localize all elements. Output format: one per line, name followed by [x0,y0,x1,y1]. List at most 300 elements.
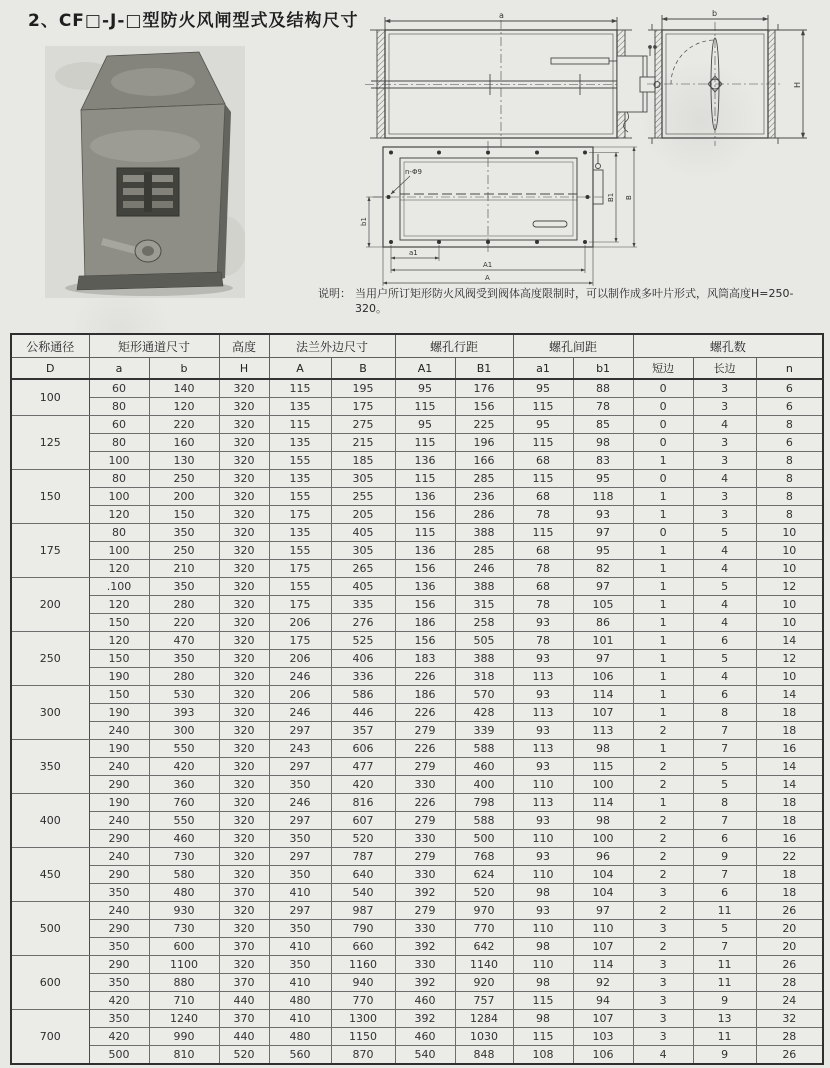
dimension-cell: 115 [573,758,633,776]
dimension-cell: 370 [219,884,269,902]
dimension-cell: 606 [331,740,395,758]
dimension-cell: 0 [633,416,693,434]
dimension-cell: 6 [756,379,823,398]
note [318,286,824,316]
dimension-cell: 660 [331,938,395,956]
dimension-cell: 98 [573,740,633,758]
dimension-cell: 246 [455,560,513,578]
dimension-cell: 350 [149,524,219,542]
dimension-cell: 98 [513,884,573,902]
dimension-cell: 1240 [149,1010,219,1028]
table-row [11,758,823,776]
dimension-cell: 103 [573,1028,633,1046]
dimension-cell: 930 [149,902,219,920]
table-row [11,722,823,740]
dimension-cell: 920 [455,974,513,992]
dimension-cell: 320 [219,794,269,812]
note-label: 说明： [318,287,351,300]
subheader-short-side: 短边 [633,358,693,380]
dimension-cell: 350 [269,956,331,974]
dimension-cell: 120 [89,596,149,614]
dimension-cell: 2 [633,722,693,740]
dimension-cell: 320 [219,488,269,506]
dimension-cell: 14 [756,776,823,794]
dimension-cell: 290 [89,830,149,848]
dimension-cell: 20 [756,938,823,956]
dimension-cell: 93 [513,758,573,776]
dimension-cell: 460 [395,1028,455,1046]
dimension-cell: 297 [269,758,331,776]
dimension-cell: 240 [89,848,149,866]
dimension-cell: 16 [756,740,823,758]
dimension-cell: 477 [331,758,395,776]
header-group-row [11,334,823,358]
dimension-cell: 392 [395,1010,455,1028]
table-row [11,1046,823,1065]
dimension-cell: 768 [455,848,513,866]
dimension-cell: 250 [149,470,219,488]
dimension-cell: 190 [89,740,149,758]
dimension-cell: 388 [455,578,513,596]
dimension-cell: 2 [633,902,693,920]
dimension-cell: 420 [331,776,395,794]
dimension-cell: 405 [331,524,395,542]
table-row [11,632,823,650]
table-row [11,560,823,578]
dimension-cell: 5 [693,776,756,794]
dimension-cell: 8 [693,794,756,812]
dimension-cell: 392 [395,884,455,902]
dimension-cell: 93 [513,848,573,866]
dimension-cell: 816 [331,794,395,812]
header-height: 高度 [219,334,269,358]
dimension-cell: 97 [573,524,633,542]
table-row [11,956,823,974]
nominal-diameter-cell: 500 [11,902,89,956]
table-row [11,776,823,794]
dimension-cell: 135 [269,434,331,452]
dimension-cell: 150 [149,506,219,524]
dimension-cell: 10 [756,596,823,614]
dimension-cell: 80 [89,398,149,416]
dimension-cell: 1300 [331,1010,395,1028]
dimension-cell: 115 [395,470,455,488]
dimension-cell: 185 [331,452,395,470]
dimension-cell: 210 [149,560,219,578]
dimension-cell: 98 [513,974,573,992]
dimension-cell: 18 [756,812,823,830]
dimension-cell: 339 [455,722,513,740]
dimension-cell: 460 [149,830,219,848]
dimension-cell: 1100 [149,956,219,974]
dimension-cell: 320 [219,596,269,614]
table-body [11,379,823,1064]
table-row [11,398,823,416]
dimension-cell: 246 [269,794,331,812]
dimension-cell: 6 [693,686,756,704]
dimension-cell: 6 [693,830,756,848]
dimension-cell: 115 [513,398,573,416]
dimension-cell: 150 [89,614,149,632]
dimension-cell: 195 [331,379,395,398]
table-row [11,614,823,632]
subheader-D: D [11,358,89,380]
dimension-cell: 586 [331,686,395,704]
dimension-cell: 8 [756,470,823,488]
table-row [11,902,823,920]
dimension-cell: 186 [395,614,455,632]
dimension-cell: 113 [513,794,573,812]
dimension-cell: 108 [513,1046,573,1065]
dimension-cell: 215 [331,434,395,452]
dimension-cell: 290 [89,920,149,938]
dimension-cell: 10 [756,668,823,686]
dimension-cell: 370 [219,938,269,956]
dimension-cell: 320 [219,379,269,398]
dimension-cell: 96 [573,848,633,866]
dimension-cell: 175 [331,398,395,416]
dimension-cell: 3 [693,488,756,506]
dimension-cell: 798 [455,794,513,812]
table-row [11,1028,823,1046]
dimension-cell: 206 [269,614,331,632]
dimension-cell: 175 [269,632,331,650]
dimension-cell: 320 [219,920,269,938]
dimension-cell: 60 [89,379,149,398]
dimension-cell: 880 [149,974,219,992]
dimension-cell: 140 [149,379,219,398]
dimension-cell: 410 [269,974,331,992]
header-bolt-hole-spacing: 螺孔间距 [513,334,633,358]
dimension-cell: 350 [89,974,149,992]
dimension-cell: 68 [513,488,573,506]
subheader-n: n [756,358,823,380]
subheader-A: A [269,358,331,380]
dimension-cell: 350 [89,884,149,902]
dimension-cell: 12 [756,650,823,668]
dimension-cell: 770 [331,992,395,1010]
dimension-cell: 5 [693,758,756,776]
dimension-cell: 100 [89,488,149,506]
dimension-cell: 100 [573,830,633,848]
dimension-cell: 520 [455,884,513,902]
dimension-cell: 104 [573,866,633,884]
dimension-cell: 136 [395,488,455,506]
dimension-cell: 115 [269,379,331,398]
dimension-cell: 92 [573,974,633,992]
dimension-cell: 406 [331,650,395,668]
dimension-cell: 607 [331,812,395,830]
dimension-cell: 330 [395,920,455,938]
dimension-cell: 2 [633,830,693,848]
dimension-cell: 420 [89,1028,149,1046]
dimension-cell: 240 [89,722,149,740]
dimension-cell: 114 [573,686,633,704]
dimension-cell: 3 [693,379,756,398]
dimension-cell: 95 [513,416,573,434]
dimension-cell: 1160 [331,956,395,974]
table-row [11,992,823,1010]
nominal-diameter-cell: 600 [11,956,89,1010]
dimension-cell: 370 [219,1010,269,1028]
dimension-cell: 32 [756,1010,823,1028]
dimension-cell: 320 [219,866,269,884]
dimension-cell: 110 [513,956,573,974]
dimension-cell: 186 [395,686,455,704]
B-dim-label: B [625,195,633,200]
dimension-cell: .100 [89,578,149,596]
dimension-cell: 320 [219,776,269,794]
b1-dim-label: b1 [360,217,368,226]
dimension-cell: 393 [149,704,219,722]
table-row [11,812,823,830]
dimension-cell: 115 [395,398,455,416]
dimension-cell: 156 [395,596,455,614]
dimension-cell: 480 [269,1028,331,1046]
dimension-cell: 107 [573,1010,633,1028]
dimension-cell: 155 [269,488,331,506]
dimension-cell: 320 [219,524,269,542]
dimension-cell: 3 [633,884,693,902]
nominal-diameter-cell: 700 [11,1010,89,1065]
dimension-cell: 3 [693,452,756,470]
nominal-diameter-cell: 350 [11,740,89,794]
dimension-cell: 290 [89,776,149,794]
dimension-cell: 1 [633,614,693,632]
dimension-cell: 118 [573,488,633,506]
dimension-cell: 6 [693,884,756,902]
dimension-cell: 2 [633,776,693,794]
dimension-cell: 155 [269,542,331,560]
dimension-cell: 285 [455,542,513,560]
dimension-cell: 1 [633,560,693,578]
dimension-cell: 279 [395,722,455,740]
dimension-cell: 101 [573,632,633,650]
dimension-cell: 225 [455,416,513,434]
dimension-cell: 9 [693,848,756,866]
dimension-cell: 78 [513,560,573,578]
dimension-cell: 357 [331,722,395,740]
damper-photo-illustration [45,46,245,298]
dimension-cell: 156 [455,398,513,416]
table-row [11,884,823,902]
dimension-cell: 420 [89,992,149,1010]
table-row [11,920,823,938]
dimension-cell: 16 [756,830,823,848]
dimension-cell: 550 [149,740,219,758]
dimension-cell: 246 [269,668,331,686]
side-view-drawing [647,9,807,146]
dimension-cell: 2 [633,758,693,776]
table-row [11,704,823,722]
dimension-cell: 8 [693,704,756,722]
dimension-cell: 240 [89,758,149,776]
dimension-cell: 190 [89,794,149,812]
dimension-cell: 78 [513,506,573,524]
dimension-cell: 3 [633,992,693,1010]
dimension-cell: 97 [573,578,633,596]
dimension-cell: 258 [455,614,513,632]
side-right-dim-label: H [793,81,802,88]
dimension-cell: 106 [573,1046,633,1065]
dimension-cell: 68 [513,542,573,560]
B1-dim-label: B1 [607,192,615,202]
dimension-cell: 392 [395,974,455,992]
dimension-cell: 110 [573,920,633,938]
dimension-cell: 300 [149,722,219,740]
dimension-cell: 255 [331,488,395,506]
dimension-cell: 110 [513,920,573,938]
dimension-cell: 757 [455,992,513,1010]
dimension-cell: 80 [89,524,149,542]
dimension-cell: 10 [756,542,823,560]
dimension-cell: 297 [269,722,331,740]
dimension-cell: 135 [269,524,331,542]
dimension-cell: 330 [395,830,455,848]
dimension-cell: 150 [89,686,149,704]
dimension-cell: 4 [693,416,756,434]
table-row [11,488,823,506]
table-row [11,596,823,614]
dimension-cell: 350 [269,830,331,848]
dimension-cell: 3 [693,434,756,452]
dimension-cell: 80 [89,470,149,488]
subheader-A1: A1 [395,358,455,380]
dimension-cell: 220 [149,614,219,632]
table-row [11,740,823,758]
dimension-cell: 730 [149,848,219,866]
dimension-cell: 330 [395,776,455,794]
subheader-a1: a1 [513,358,573,380]
dimension-cell: 60 [89,416,149,434]
dimension-cell: 520 [219,1046,269,1065]
dimension-cell: 624 [455,866,513,884]
dimension-cell: 320 [219,452,269,470]
dimension-cell: 505 [455,632,513,650]
dimension-cell: 156 [395,506,455,524]
dimension-cell: 297 [269,848,331,866]
dimension-cell: 78 [513,596,573,614]
dimension-cell: 600 [149,938,219,956]
dimension-cell: 95 [395,379,455,398]
dimension-cell: 3 [693,506,756,524]
header-sub-row [11,358,823,380]
dimension-cell: 330 [395,956,455,974]
dimension-cell: 6 [756,398,823,416]
dimension-cell: 4 [693,560,756,578]
dimension-cell: 98 [573,812,633,830]
dimension-cell: 175 [269,596,331,614]
dimension-cell: 22 [756,848,823,866]
dimension-cell: 3 [633,956,693,974]
dimension-cell: 28 [756,974,823,992]
dimension-cell: 640 [331,866,395,884]
dimension-cell: 276 [331,614,395,632]
dimension-cell: 279 [395,848,455,866]
dimension-cell: 135 [269,470,331,488]
dimension-cell: 107 [573,938,633,956]
dimension-cell: 320 [219,416,269,434]
dimension-cell: 320 [219,722,269,740]
dimension-cell: 95 [395,416,455,434]
table-row [11,470,823,488]
dimension-cell: 95 [573,542,633,560]
dimension-cell: 190 [89,668,149,686]
dimension-cell: 560 [269,1046,331,1065]
dimension-cell: 2 [633,866,693,884]
subheader-a: a [89,358,149,380]
dimension-cell: 97 [573,902,633,920]
dimension-cell: 105 [573,596,633,614]
dimension-cell: 88 [573,379,633,398]
dimension-cell: 135 [269,398,331,416]
nominal-diameter-cell: 200 [11,578,89,632]
dimension-cell: 106 [573,668,633,686]
table-row [11,848,823,866]
dimension-cell: 440 [219,992,269,1010]
dimension-cell: 1 [633,704,693,722]
dimension-cell: 113 [573,722,633,740]
dimension-cell: 18 [756,884,823,902]
dimension-cell: 175 [269,506,331,524]
dimension-cell: 110 [513,830,573,848]
dimension-cell: 4 [693,668,756,686]
dimension-cell: 155 [269,578,331,596]
header-bolt-hole-count: 螺孔数 [633,334,823,358]
dimension-cell: 315 [455,596,513,614]
dimension-cell: 113 [513,740,573,758]
dimension-cell: 18 [756,866,823,884]
dimension-cell: 115 [269,416,331,434]
dimension-cell: 280 [149,668,219,686]
note-text: 当用户所订矩形防火风阀受到阀体高度限制时，可以制作成多叶片形式，风筒高度H=250-320。 [355,287,794,315]
dimension-cell: 14 [756,686,823,704]
dimension-cell: 114 [573,794,633,812]
dimension-cell: 80 [89,434,149,452]
dimension-cell: 1 [633,686,693,704]
table-row [11,974,823,992]
dimension-cell: 570 [455,686,513,704]
dimension-cell: 470 [149,632,219,650]
dimension-cell: 113 [513,668,573,686]
dimension-cell: 370 [219,974,269,992]
table-row [11,524,823,542]
dimension-cell: 530 [149,686,219,704]
dimension-cell: 4 [693,614,756,632]
dimension-cell: 136 [395,542,455,560]
dimension-cell: 330 [395,866,455,884]
dimension-cell: 285 [455,470,513,488]
table-row [11,830,823,848]
dimension-cell: 320 [219,560,269,578]
dimension-cell: 183 [395,650,455,668]
dimension-cell: 2 [633,848,693,866]
dimension-cell: 279 [395,812,455,830]
dimension-cell: 3 [633,920,693,938]
dimension-cell: 24 [756,992,823,1010]
dimension-cell: 98 [573,434,633,452]
dimension-cell: 420 [149,758,219,776]
dimension-cell: 156 [395,560,455,578]
dimension-cell: 115 [513,470,573,488]
dimension-cell: 1150 [331,1028,395,1046]
side-top-dim-label: b [712,9,718,18]
dimension-cell: 68 [513,578,573,596]
dimension-cell: 540 [331,884,395,902]
dimension-cell: 1 [633,794,693,812]
dimension-cell: 279 [395,758,455,776]
dimension-cell: 95 [573,470,633,488]
